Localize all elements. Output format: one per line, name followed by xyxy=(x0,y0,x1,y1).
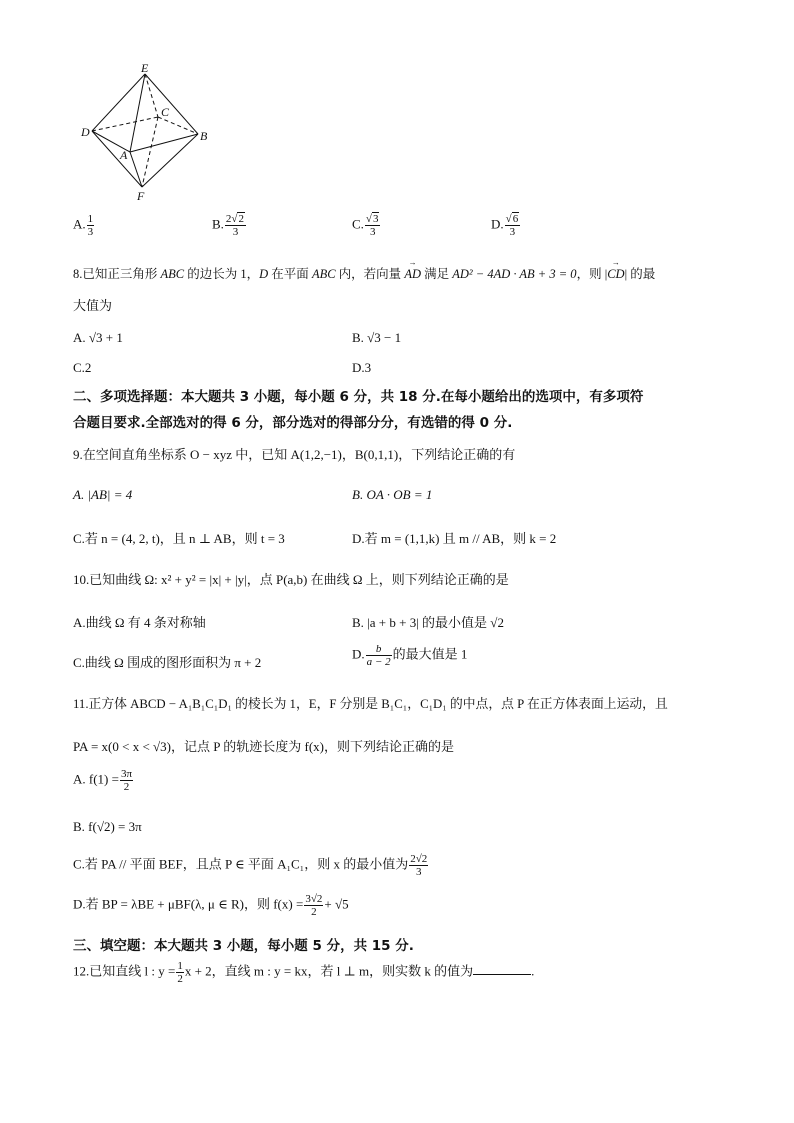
q7-c-prefix: C. xyxy=(352,216,364,232)
q8-option-a: A. √3 + 1 xyxy=(73,330,123,345)
q10-d-fraction xyxy=(366,643,392,668)
q7-a-fraction xyxy=(87,213,95,238)
q7-option-c xyxy=(352,213,381,238)
q7-c-den: 3 xyxy=(369,226,376,238)
q7-a-num: 1 xyxy=(87,213,94,225)
edge-DC xyxy=(92,117,158,131)
q8-equation: AD² − 4AD · AB + 3 = 0 xyxy=(452,267,577,281)
q7-c-num: √3 xyxy=(365,213,379,225)
q12-fraction xyxy=(176,960,184,985)
q12-prefix: 12.已知直线 l : y = xyxy=(73,963,176,979)
q8-t11: ，则 | xyxy=(576,267,608,281)
q11-d-num: 3√2 xyxy=(305,893,323,905)
q8-t4: D xyxy=(259,267,269,281)
q11-a-num: 3π xyxy=(120,768,133,780)
label-A: A xyxy=(120,148,128,162)
q8-vector-cd: → CD xyxy=(607,267,624,282)
q7-d-den: 3 xyxy=(509,226,516,238)
q11-a-den: 2 xyxy=(123,781,130,793)
q7-b-fraction xyxy=(225,213,246,238)
q9-option-c: C.若 n = (4, 2, t)，且 n ⊥ AB，则 t = 3 xyxy=(73,531,285,546)
q11-option-d xyxy=(73,893,349,918)
q11-stem-line1: 11.正方体 ABCD − A₁B₁C₁D₁ 的棱长为 1，E，F 分别是 B₁C₁，C₁D₁ 的中点，点 P 在正方体表面上运动，且 xyxy=(73,697,668,711)
q11-a-fraction xyxy=(120,768,133,793)
q7-b-rad: 2 xyxy=(238,213,244,225)
q11-d-fraction xyxy=(304,893,323,918)
q12-den: 2 xyxy=(177,973,183,985)
q9-stem: 9.在空间直角坐标系 O − xyz 中，已知 A(1,2,−1)，B(0,1,1)，下列结论正确的有 xyxy=(73,447,516,462)
edge-DF xyxy=(92,131,142,187)
edge-EB xyxy=(145,74,198,134)
q10-option-a: A.曲线 Ω 有 4 条对称轴 xyxy=(73,615,206,630)
label-E: E xyxy=(141,62,149,75)
section2-heading-line1: 二、多项选择题：本大题共 3 小题，每小题 6 分，共 18 分.在每小题给出的选项中，有多项符 xyxy=(73,389,644,405)
q9-option-d: D.若 m = (1,1,k) 且 m // AB，则 k = 2 xyxy=(352,531,557,546)
section2-heading-line2: 合题目要求.全部选对的得 6 分，部分选对的得部分分，有选错的得 0 分. xyxy=(73,415,513,431)
q8-option-c: C.2 xyxy=(73,360,92,375)
edge-CF xyxy=(142,117,158,187)
label-C: C xyxy=(161,105,170,119)
q8-t6: ABC xyxy=(311,267,336,281)
edge-CB xyxy=(158,117,198,134)
q7-d-prefix: D. xyxy=(491,216,504,232)
q12-stem xyxy=(73,960,534,985)
q11-c-prefix: C.若 PA // 平面 BEF，且点 P ∈ 平面 A₁C₁，则 x 的最小值为 xyxy=(73,856,409,872)
q7-option-d xyxy=(491,213,521,238)
label-B: B xyxy=(200,129,208,143)
q8-t3: 的边长为 1， xyxy=(184,267,260,281)
edge-EA xyxy=(130,74,145,152)
q11-d-suffix: + √5 xyxy=(324,896,349,912)
q8-stem-line2: 大值为 xyxy=(73,298,113,313)
q8-t9: 满足 xyxy=(420,267,453,281)
q10-option-b: B. |a + b + 3| 的最小值是 √2 xyxy=(352,615,504,630)
edge-AF xyxy=(130,152,142,187)
q11-stem-line2: PA = x(0 < x < √3)，记点 P 的轨迹长度为 f(x)，则下列结论正确的是 xyxy=(73,739,454,754)
q11-a-prefix: A. f(1) = xyxy=(73,771,119,787)
q11-option-b: B. f(√2) = 3π xyxy=(73,819,142,834)
q7-a-den: 3 xyxy=(87,226,94,238)
q8-t2: ABC xyxy=(160,267,185,281)
q11-d-prefix: D.若 BP = λBE + μBF(λ, μ ∈ R)，则 f(x) = xyxy=(73,896,304,912)
q8-t5: 在平面 xyxy=(268,267,312,281)
q9-option-b: B. OA · OB = 1 xyxy=(352,487,433,502)
q11-c-fraction xyxy=(409,853,428,878)
q7-option-b xyxy=(212,213,247,238)
edge-EC xyxy=(145,74,158,117)
q7-d-num: √6 xyxy=(505,213,519,225)
q11-c-num: 2√2 xyxy=(410,853,428,865)
q7-c-rad: 3 xyxy=(372,213,379,225)
q7-b-num: 2√2 xyxy=(225,213,244,225)
q12-middle: x + 2，直线 m : y = kx，若 l ⊥ m，则实数 k 的值为 xyxy=(184,963,474,979)
q10-option-d xyxy=(352,643,467,668)
q7-d-fraction xyxy=(505,213,521,238)
q7-b-den: 3 xyxy=(232,226,239,238)
q12-answer-blank[interactable] xyxy=(473,964,531,975)
q10-d-den: a − 2 xyxy=(366,656,391,668)
q10-d-num: b xyxy=(366,643,392,656)
edge-BF xyxy=(142,134,198,187)
q8-option-b: B. √3 − 1 xyxy=(352,330,402,345)
octahedron-figure xyxy=(70,62,220,204)
q8-t13: | 的最 xyxy=(624,267,656,281)
q7-b-coef: 2 xyxy=(225,213,232,225)
q7-c-fraction xyxy=(365,213,381,238)
q12-num: 1 xyxy=(177,960,183,972)
q7-d-rad: 6 xyxy=(512,213,519,225)
q8-option-d: D.3 xyxy=(352,360,372,375)
section3-heading: 三、填空题：本大题共 3 小题，每小题 5 分，共 15 分. xyxy=(73,938,414,954)
label-D: D xyxy=(81,125,90,139)
q11-option-a xyxy=(73,768,134,793)
q8-t7: 内，若向量 xyxy=(335,267,405,281)
q8-vector-ad: → AD xyxy=(404,267,421,282)
q7-option-a xyxy=(73,213,95,238)
q7-a-prefix: A. xyxy=(73,216,86,232)
q11-option-c xyxy=(73,853,429,878)
q12-suffix: . xyxy=(531,963,535,979)
q8-t1: 8.已知正三角形 xyxy=(73,267,161,281)
edge-ED xyxy=(92,74,145,131)
q9-option-a: A. |AB| = 4 xyxy=(73,487,133,502)
q10-d-suffix: 的最大值是 1 xyxy=(392,646,468,662)
q10-d-prefix: D. xyxy=(352,646,365,662)
label-F: F xyxy=(137,189,145,203)
q10-option-c: C.曲线 Ω 围成的图形面积为 π + 2 xyxy=(73,655,262,670)
q11-c-den: 3 xyxy=(415,866,422,878)
q11-d-den: 2 xyxy=(311,906,317,918)
q7-b-prefix: B. xyxy=(212,216,224,232)
q10-stem: 10.已知曲线 Ω: x² + y² = |x| + |y|，点 P(a,b) 在曲线 Ω 上，则下列结论正确的是 xyxy=(73,572,509,587)
q8-stem-line1 xyxy=(73,264,655,282)
